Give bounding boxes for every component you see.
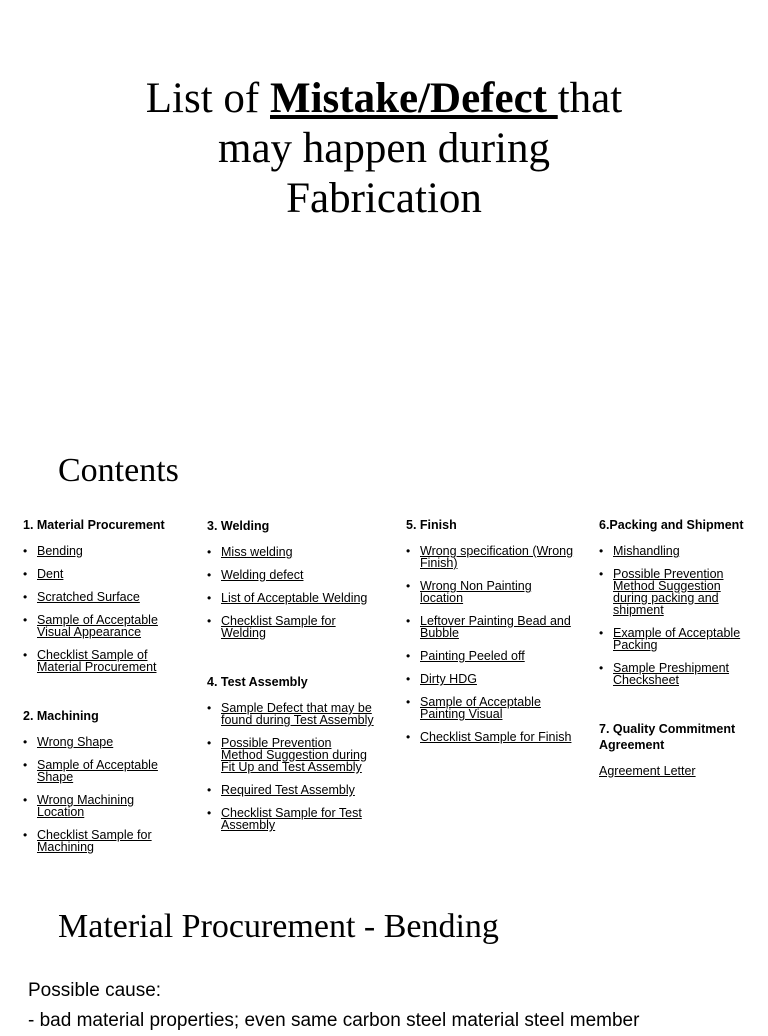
contents-link[interactable]: Sample of Acceptable Painting Visual [420,695,541,721]
contents-column-4 [599,517,749,777]
list-item [207,615,375,639]
list-item [23,736,175,748]
contents-link[interactable]: Leftover Painting Bead and Bubble [420,614,571,640]
cause-label: Possible cause: [28,980,162,1001]
contents-link[interactable]: Sample of Acceptable Visual Appearance [37,613,158,639]
contents-link[interactable]: Sample of Acceptable Shape [37,758,158,784]
section-heading: 3. Welding [207,519,270,533]
list-item [406,650,578,662]
list-item [23,614,175,638]
section-list [207,702,375,831]
list-item [23,829,175,853]
section-list [23,545,175,673]
contents-link[interactable]: Wrong Machining Location [37,793,135,819]
contents-column-2 [207,518,375,842]
section-heading: 7. Quality Commitment Agreement [599,722,736,752]
title-emphasis: Mistake/Defect [270,75,558,122]
list-item [207,569,375,581]
list-item [207,737,375,773]
contents-link[interactable]: Bending [37,544,83,558]
contents-link[interactable]: Mishandling [613,544,680,558]
contents-link[interactable]: Checklist Sample of Material Procurement [37,648,157,674]
list-item [406,673,578,685]
list-item [23,591,175,603]
contents-link[interactable]: Wrong Non Painting location [420,579,532,605]
section-list [406,545,578,743]
contents-link[interactable]: Dent [37,567,64,581]
title-line-2: may happen during [218,125,550,172]
list-item [23,649,175,673]
section-heading: 2. Machining [23,709,99,723]
list-item [207,807,375,831]
contents-link[interactable]: Wrong Shape [37,735,114,749]
section-list [599,545,749,686]
contents-heading: Contents [58,452,179,489]
section-heading: 5. Finish [406,518,457,532]
contents-link[interactable]: Required Test Assembly [221,783,355,797]
list-item [23,794,175,818]
cause-line: - bad material properties; even same carbon steel material steel member [28,1010,640,1031]
list-item [406,615,578,639]
list-item [23,759,175,783]
list-item [23,545,175,557]
list-item [207,784,375,796]
list-item [207,592,375,604]
section-list [23,736,175,853]
contents-link[interactable]: Possible Prevention Method Suggestion during Fit Up and Test Assembly [221,736,367,774]
list-item [406,696,578,720]
contents-link[interactable]: Welding defect [221,568,304,582]
list-item [599,568,749,616]
list-item [599,545,749,557]
title-text-1: List of [145,75,270,122]
section-heading: 4. Test Assembly [207,675,308,689]
list-item [207,546,375,558]
contents-link[interactable]: Miss welding [221,545,293,559]
title-line-3: Fabrication [286,175,482,222]
contents-link[interactable]: Dirty HDG [420,672,477,686]
agreement-letter-link[interactable]: Agreement Letter [599,764,696,778]
list-item [207,702,375,726]
contents-link[interactable]: Wrong specification (Wrong Finish) [420,544,574,570]
list-item [406,731,578,743]
contents-link[interactable]: Checklist Sample for Test Assembly [221,806,362,832]
contents-link[interactable]: Sample Defect that may be found during Test Assembly [221,701,374,727]
list-item [23,568,175,580]
section-heading: 6.Packing and Shipment [599,518,744,532]
slide-title: Material Procurement - Bending [58,908,499,945]
contents-link[interactable]: Painting Peeled off [420,649,525,663]
contents-link[interactable]: Checklist Sample for Welding [221,614,336,640]
contents-link[interactable]: Scratched Surface [37,590,140,604]
list-item [406,580,578,604]
list-item [599,627,749,651]
list-item [406,545,578,569]
title-text-2: that [557,75,623,122]
contents-link[interactable]: List of Acceptable Welding [221,591,368,605]
contents-link[interactable]: Example of Acceptable Packing [613,626,741,652]
contents-link[interactable]: Possible Prevention Method Suggestion during packing and shipment [613,567,724,617]
contents-link[interactable]: Checklist Sample for Machining [37,828,152,854]
list-item [599,662,749,686]
section-list [207,546,375,639]
section-heading: 1. Material Procurement [23,518,165,532]
body-text [28,976,639,1036]
contents-link[interactable]: Checklist Sample for Finish [420,730,572,744]
contents-link[interactable]: Sample Preshipment Checksheet [613,661,730,687]
contents-column-1 [23,517,175,864]
page-title [60,74,708,224]
contents-column-3 [406,517,578,754]
